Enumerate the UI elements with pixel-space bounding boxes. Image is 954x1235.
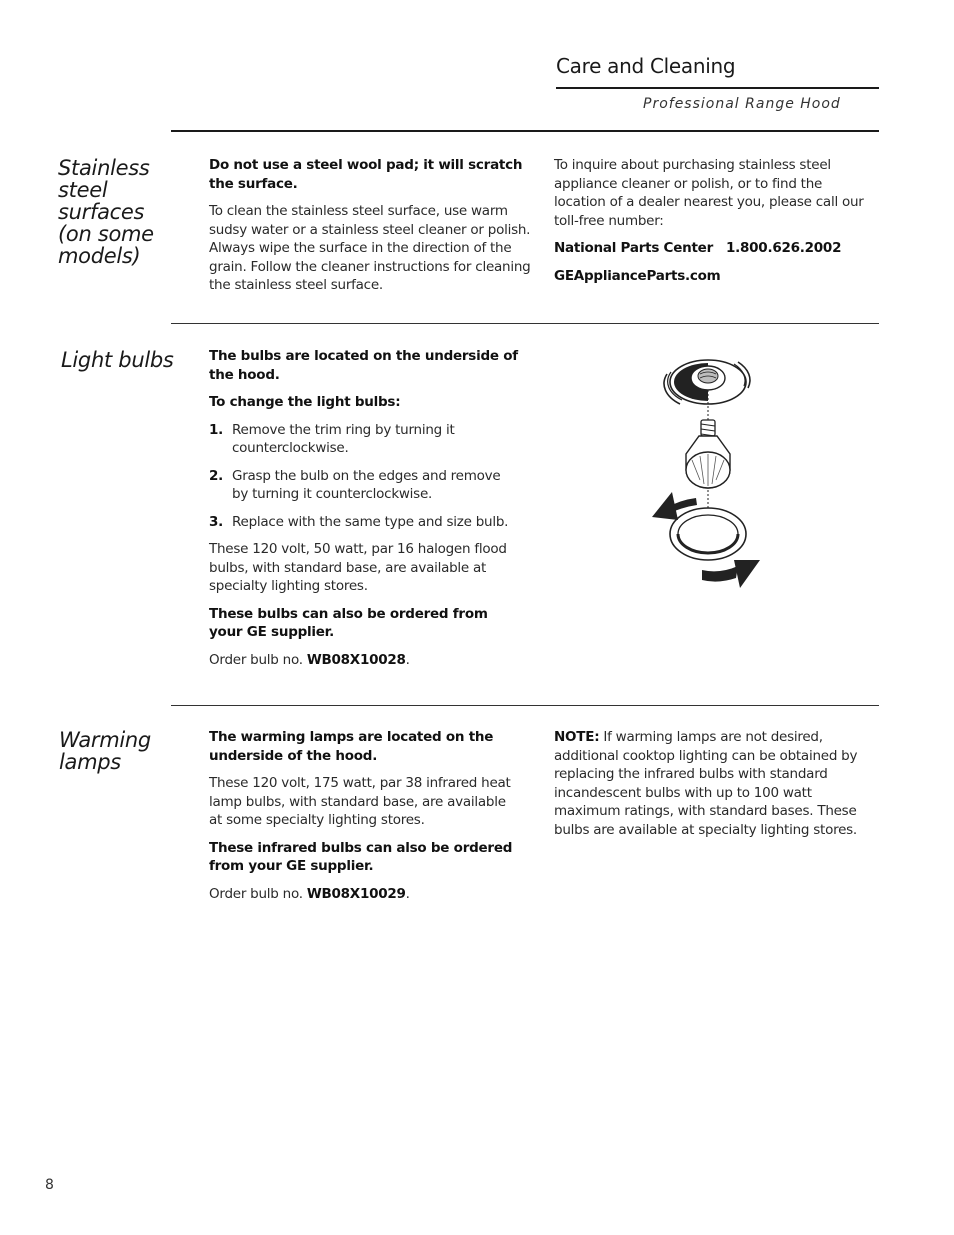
- page-section-title: Care and Cleaning: [556, 54, 736, 78]
- rotate-arrow-right-icon: [702, 560, 760, 588]
- order-suffix: .: [405, 651, 410, 668]
- parts-center-row: [554, 239, 866, 258]
- order-number: WB08X10029: [306, 885, 406, 902]
- header-divider: [556, 87, 879, 89]
- step-text: Replace with the same type and size bulb.: [232, 513, 509, 530]
- step-text: Remove the trim ring by turning it counterclockwise.: [232, 421, 455, 456]
- change-bulbs-heading: To change the light bulbs:: [209, 394, 401, 410]
- step-number: 1.: [209, 421, 224, 438]
- light-bulbs-section-title: Light bulbs: [61, 348, 174, 372]
- title-line: Warming: [59, 728, 151, 752]
- section-divider: [171, 323, 879, 324]
- warming-lamps-column: [209, 728, 519, 912]
- warming-note-column: [554, 728, 866, 848]
- warming-location: The warming lamps are located on the underside of the hood.: [209, 729, 494, 764]
- note-label: NOTE:: [554, 729, 600, 745]
- step-item: [209, 467, 519, 504]
- stainless-instructions: To clean the stainless steel surface, use warm sudsy water or a stainless steel cleaner or polish. Always wipe the surface in the direction of the grain. Follow the cleaner instructions for cleaning the stainless steel surface.: [209, 203, 531, 293]
- title-line: (on some: [58, 222, 154, 246]
- order-prefix: Order bulb no.: [209, 885, 307, 902]
- warning-line: Do not use a steel wool pad; it will scratch: [209, 157, 523, 173]
- trim-ring-icon: [670, 508, 746, 560]
- step-number: 2.: [209, 467, 224, 484]
- note-text: If warming lamps are not desired, additional cooktop lighting can be obtained by replacing the infrared bulbs with standard incandescent bulbs with up to 100 watt maximum ratings, with standard bases. These bulbs are available at specialty lighting stores.: [554, 729, 858, 838]
- inquire-text: To inquire about purchasing stainless steel appliance cleaner or polish, or to find the location of a dealer nearest you, please call our toll-free number:: [554, 157, 864, 229]
- step-item: [209, 421, 519, 458]
- warming-order-note: These infrared bulbs can also be ordered from your GE supplier.: [209, 839, 513, 874]
- warming-order-line: [209, 885, 519, 904]
- product-subtitle: Professional Range Hood: [643, 96, 841, 112]
- order-suffix: .: [405, 885, 410, 902]
- warming-spec: These 120 volt, 175 watt, par 38 infrared heat lamp bulbs, with standard base, are available at some specialty lighting stores.: [209, 775, 511, 828]
- title-line: steel: [58, 178, 108, 202]
- step-item: [209, 513, 519, 532]
- warming-lamps-section-title: [59, 729, 151, 773]
- section-divider-top: [171, 130, 879, 132]
- title-line: models): [58, 244, 141, 268]
- bulb-location: The bulbs are located on the underside of the hood.: [209, 348, 518, 383]
- step-text: Grasp the bulb on the edges and remove by turning it counterclockwise.: [232, 467, 501, 502]
- parts-website-link[interactable]: GEApplianceParts.com: [554, 267, 721, 284]
- parts-center-phone[interactable]: 1.800.626.2002: [726, 240, 842, 256]
- bulb-order-note: These bulbs can also be ordered from your GE supplier.: [209, 605, 488, 640]
- warming-note: [554, 728, 866, 839]
- stainless-left-column: [209, 156, 539, 304]
- bulb-order-line: [209, 651, 519, 670]
- parts-center-name: National Parts Center: [554, 240, 713, 256]
- bulb-change-steps: [209, 421, 519, 532]
- title-line: lamps: [59, 750, 121, 774]
- socket-icon: [664, 360, 750, 404]
- bulb-spec: These 120 volt, 50 watt, par 16 halogen flood bulbs, with standard base, are available at specialty lighting stores.: [209, 541, 507, 594]
- order-number: WB08X10028: [306, 651, 406, 668]
- section-divider: [171, 705, 879, 706]
- light-bulbs-column: [209, 347, 519, 678]
- stainless-right-column: [554, 156, 866, 294]
- order-prefix: Order bulb no.: [209, 651, 307, 668]
- stainless-section-title: [58, 157, 154, 267]
- bulb-replacement-illustration: [640, 352, 770, 592]
- title-line: surfaces: [58, 200, 145, 224]
- step-number: 3.: [209, 513, 224, 530]
- warning-line: the surface.: [209, 175, 298, 192]
- stainless-warning: [209, 156, 539, 193]
- halogen-bulb-icon: [686, 420, 730, 488]
- page-number: 8: [45, 1177, 54, 1193]
- title-line: Stainless: [58, 156, 150, 180]
